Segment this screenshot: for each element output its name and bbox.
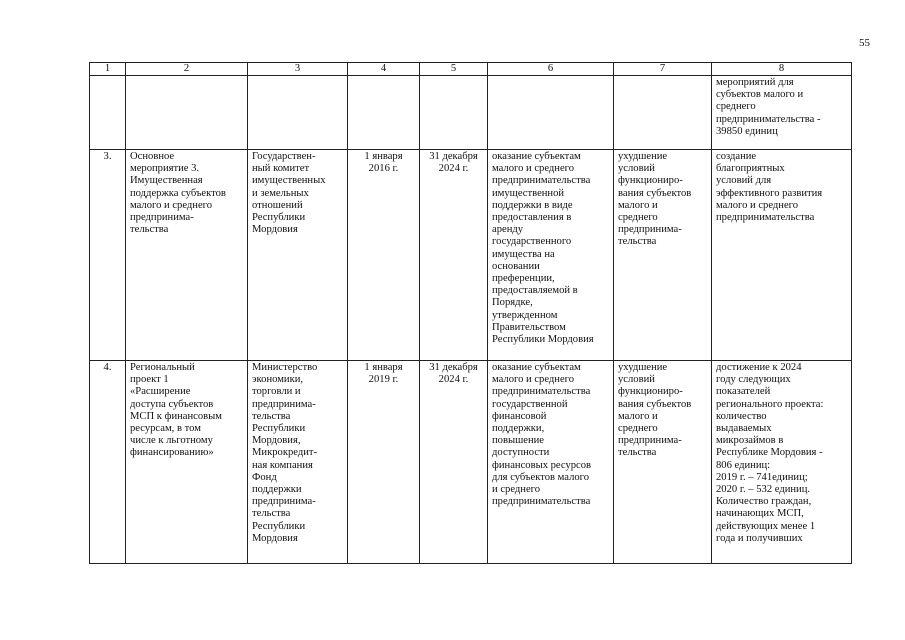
cell-text-line: Мордовия bbox=[252, 224, 298, 236]
cell-text-line: условий для bbox=[716, 175, 772, 187]
cell-text-line: Республике Мордовия - bbox=[716, 447, 823, 459]
column-header: 1 bbox=[90, 63, 126, 76]
cell-text-line: 2020 г. – 532 единиц. bbox=[716, 484, 811, 496]
cell-text-line: государственной bbox=[492, 398, 568, 410]
column-header: 3 bbox=[248, 63, 348, 76]
cell-text-line: утвержденном bbox=[492, 309, 558, 321]
cell-text-line: МСП к финансовым bbox=[130, 410, 222, 422]
end-date-cell bbox=[420, 150, 488, 361]
cell-text-line: среднего bbox=[618, 212, 658, 224]
table-row bbox=[90, 76, 852, 150]
cell-text-line: поддержки, bbox=[492, 423, 545, 435]
cell-text-line: 2024 г. bbox=[438, 163, 469, 175]
cell-text-line: Мордовия, bbox=[252, 435, 301, 447]
cell-text-line: Микрокредит- bbox=[252, 447, 318, 459]
cell-text-line: «Расширение bbox=[130, 386, 191, 398]
cell-text-line: Основное bbox=[130, 151, 175, 162]
cell-text-line: Количество граждан, bbox=[716, 496, 812, 508]
cell-text-line: отношений bbox=[252, 199, 303, 211]
cell-text-line: Региональный bbox=[130, 362, 195, 373]
cell-text-line: вания субъектов bbox=[618, 187, 692, 199]
cell-text-line: Республики Мордовия bbox=[492, 334, 594, 346]
start-date-cell bbox=[348, 361, 420, 564]
cell-text-line: Имущественная bbox=[130, 175, 203, 187]
cell-text-line: числе к льготному bbox=[130, 435, 213, 447]
cell-text-line: малого и bbox=[618, 199, 658, 211]
column-header: 2 bbox=[126, 63, 248, 76]
cell-text-line: 1 января bbox=[364, 151, 403, 162]
executor-cell bbox=[248, 76, 348, 150]
cell-text-line: тельства bbox=[130, 224, 169, 236]
start-date-cell bbox=[348, 150, 420, 361]
cell-text-line: 31 декабря bbox=[429, 151, 478, 162]
cell-text-line: году следующих bbox=[716, 374, 791, 386]
cell-text-line: оказание субъектам bbox=[492, 151, 581, 162]
cell-text-line: предоставляемой в bbox=[492, 285, 578, 297]
content-cell bbox=[488, 76, 614, 150]
cell-text-line: среднего bbox=[618, 423, 658, 435]
cell-text-line: государственного bbox=[492, 236, 572, 248]
cell-text-line: 806 единиц: bbox=[716, 459, 771, 471]
cell-text-line: эффективного развития bbox=[716, 187, 823, 199]
cell-text-line: повышение bbox=[492, 435, 544, 447]
consequences-cell bbox=[614, 150, 712, 361]
cell-text-line: и среднего bbox=[492, 484, 541, 496]
column-header: 8 bbox=[712, 63, 852, 76]
cell-text-line: мероприятий для bbox=[716, 77, 794, 88]
cell-text-line: Республики bbox=[252, 520, 306, 532]
cell-text-line: имущества на bbox=[492, 248, 555, 260]
cell-text-line: финансированию» bbox=[130, 447, 214, 459]
consequences-cell bbox=[614, 76, 712, 150]
column-header: 4 bbox=[348, 63, 420, 76]
cell-text-line: имущественной bbox=[492, 187, 565, 199]
column-header: 5 bbox=[420, 63, 488, 76]
cell-text-line: 2016 г. bbox=[368, 163, 399, 175]
cell-text-line: предпринима- bbox=[130, 212, 194, 224]
row-number-cell: 3. bbox=[90, 150, 126, 361]
column-header: 7 bbox=[614, 63, 712, 76]
cell-text-line: 39850 единиц bbox=[716, 125, 778, 137]
cell-text-line: финансовой bbox=[492, 410, 547, 422]
cell-text-line: экономики, bbox=[252, 374, 304, 386]
cell-text-line: малого и среднего bbox=[130, 199, 213, 211]
result-cell bbox=[712, 150, 852, 361]
cell-text-line: малого и среднего bbox=[492, 163, 575, 175]
cell-text-line: предпринима- bbox=[618, 224, 682, 236]
cell-text-line: предпринима- bbox=[252, 398, 316, 410]
table-header-row bbox=[90, 63, 852, 76]
cell-text-line: преференции, bbox=[492, 273, 555, 285]
cell-text-line: 2019 г. bbox=[368, 374, 399, 386]
cell-text-line: Порядке, bbox=[492, 297, 533, 309]
cell-text-line: предпринимательства bbox=[492, 496, 591, 508]
cell-text-line: ная компания bbox=[252, 459, 313, 471]
cell-text-line: достижение к 2024 bbox=[716, 362, 802, 373]
cell-text-line: благоприятных bbox=[716, 163, 785, 175]
cell-text-line: аренду bbox=[492, 224, 524, 236]
cell-text-line: Правительством bbox=[492, 321, 566, 333]
cell-text-line: предпринима- bbox=[618, 435, 682, 447]
cell-text-line: 2019 г. – 741единиц; bbox=[716, 471, 808, 483]
cell-text-line: проект 1 bbox=[130, 374, 169, 386]
column-header: 6 bbox=[488, 63, 614, 76]
result-cell bbox=[712, 361, 852, 564]
cell-text-line: тельства bbox=[618, 447, 657, 459]
cell-text-line: тельства bbox=[252, 410, 291, 422]
cell-text-line: для субъектов малого bbox=[492, 471, 590, 483]
cell-text-line: количество bbox=[716, 410, 767, 422]
cell-text-line: предпринима- bbox=[252, 496, 316, 508]
cell-text-line: микрозаймов в bbox=[716, 435, 784, 447]
cell-text-line: среднего bbox=[716, 101, 756, 113]
cell-text-line: доступности bbox=[492, 447, 550, 459]
cell-text-line: условий bbox=[618, 374, 655, 386]
cell-text-line: тельства bbox=[252, 508, 291, 520]
content-cell bbox=[488, 361, 614, 564]
cell-text-line: Республики bbox=[252, 423, 306, 435]
cell-text-line: имущественных bbox=[252, 175, 326, 187]
cell-text-line: Государствен- bbox=[252, 151, 316, 162]
cell-text-line: 31 декабря bbox=[429, 362, 478, 373]
cell-text-line: функциониро- bbox=[618, 386, 683, 398]
cell-text-line: финансовых ресурсов bbox=[492, 459, 592, 471]
cell-text-line: мероприятие 3. bbox=[130, 163, 200, 175]
cell-text-line: субъектов малого и bbox=[716, 89, 804, 101]
cell-text-line: выдаваемых bbox=[716, 423, 772, 435]
cell-text-line: Фонд bbox=[252, 471, 277, 483]
cell-text-line: создание bbox=[716, 151, 757, 162]
cell-text-line: Министерство bbox=[252, 362, 318, 373]
table-row bbox=[90, 150, 852, 361]
cell-text-line: предпринимательства bbox=[716, 212, 815, 224]
cell-text-line: вания субъектов bbox=[618, 398, 692, 410]
cell-text-line: поддержка субъектов bbox=[130, 187, 226, 199]
cell-text-line: 2024 г. bbox=[438, 374, 469, 386]
cell-text-line: ный комитет bbox=[252, 163, 310, 175]
consequences-cell bbox=[614, 361, 712, 564]
cell-text-line: действующих менее 1 bbox=[716, 520, 816, 532]
cell-text-line: предпринимательства - bbox=[716, 113, 821, 125]
event-name-cell bbox=[126, 150, 248, 361]
cell-text-line: функциониро- bbox=[618, 175, 683, 187]
end-date-cell bbox=[420, 76, 488, 150]
row-number-cell: 4. bbox=[90, 361, 126, 564]
cell-text-line: и земельных bbox=[252, 187, 309, 199]
cell-text-line: тельства bbox=[618, 236, 657, 248]
cell-text-line: показателей bbox=[716, 386, 771, 398]
cell-text-line: малого и bbox=[618, 410, 658, 422]
cell-text-line: торговли и bbox=[252, 386, 301, 398]
result-cell bbox=[712, 76, 852, 150]
start-date-cell bbox=[348, 76, 420, 150]
cell-text-line: основании bbox=[492, 260, 540, 272]
content-cell bbox=[488, 150, 614, 361]
cell-text-line: доступа субъектов bbox=[130, 398, 214, 410]
event-name-cell bbox=[126, 361, 248, 564]
cell-text-line: Республики bbox=[252, 212, 306, 224]
cell-text-line: малого и среднего bbox=[716, 199, 799, 211]
table-row bbox=[90, 361, 852, 564]
page-number: 55 bbox=[859, 37, 870, 49]
cell-text-line: начинающих МСП, bbox=[716, 508, 804, 520]
cell-text-line: оказание субъектам bbox=[492, 362, 581, 373]
cell-text-line: ресурсам, в том bbox=[130, 423, 201, 435]
cell-text-line: предпринимательства bbox=[492, 386, 591, 398]
cell-text-line: года и получивших bbox=[716, 532, 803, 544]
cell-text-line: малого и среднего bbox=[492, 374, 575, 386]
cell-text-line: регионального проекта: bbox=[716, 398, 824, 410]
row-number-cell bbox=[90, 76, 126, 150]
cell-text-line: ухудшение bbox=[618, 362, 668, 373]
cell-text-line: 1 января bbox=[364, 362, 403, 373]
cell-text-line: ухудшение bbox=[618, 151, 668, 162]
cell-text-line: Мордовия bbox=[252, 532, 298, 544]
executor-cell bbox=[248, 150, 348, 361]
cell-text-line: предпринимательства bbox=[492, 175, 591, 187]
executor-cell bbox=[248, 361, 348, 564]
event-name-cell bbox=[126, 76, 248, 150]
end-date-cell bbox=[420, 361, 488, 564]
cell-text-line: предоставления в bbox=[492, 212, 572, 224]
cell-text-line: условий bbox=[618, 163, 655, 175]
measures-table bbox=[89, 62, 852, 564]
cell-text-line: поддержки в виде bbox=[492, 199, 573, 211]
cell-text-line: поддержки bbox=[252, 484, 302, 496]
